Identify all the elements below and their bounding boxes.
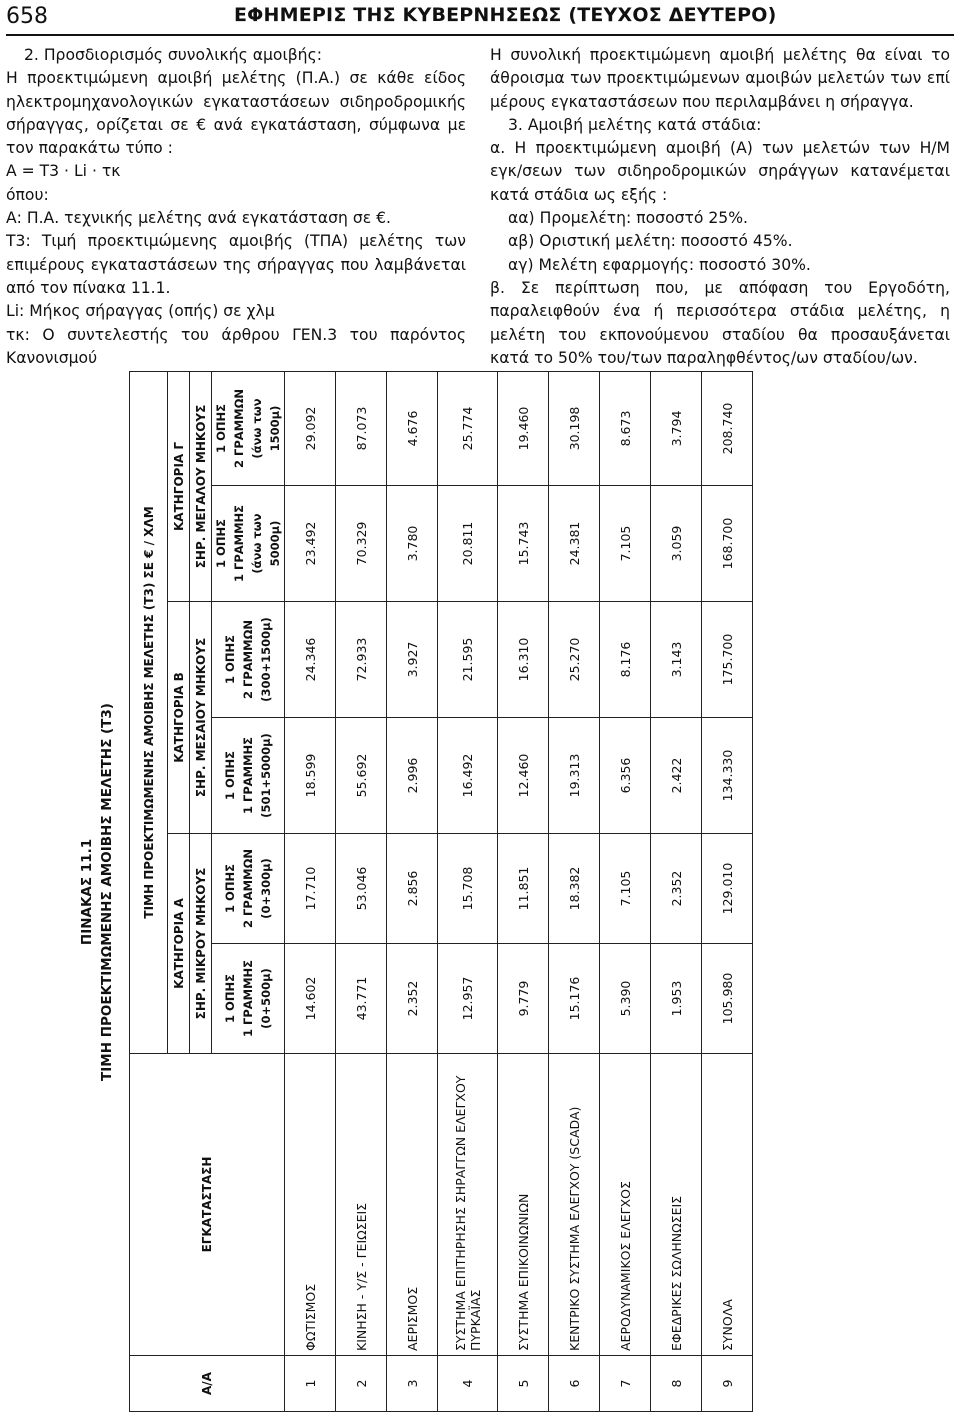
table-row: [336, 371, 387, 1411]
installation-name: ΑΕΡΙΣΜΟΣ: [387, 1054, 438, 1356]
paragraph: Τ3: Τιμή προεκτιμώμενης αμοιβής (ΤΠΑ) μελέτης των επιμέρους εγκαταστάσεων της σήραγγας που λαμβάνεται από τον πίνακα 11.1.: [6, 232, 466, 297]
table-number: ΠΙΝΑΚΑΣ 11.1: [79, 838, 95, 946]
price-cell: 129.010: [702, 834, 753, 944]
header-rule: [6, 34, 954, 36]
price-cell: 2.352: [651, 834, 702, 944]
price-cell: 16.310: [498, 602, 549, 718]
table-row: [498, 371, 549, 1411]
table-row: [600, 371, 651, 1411]
installation-name: ΚΕΝΤΡΙΚΟ ΣΥΣΤΗΜΑ ΕΛΕΓΧΟΥ (SCADA): [549, 1054, 600, 1356]
price-cell: 9.779: [498, 944, 549, 1054]
list-item: αα) Προμελέτη: ποσοστό 25%.: [508, 209, 748, 228]
paragraph: Α: Π.Α. τεχνικής μελέτης ανά εγκατάσταση σε €.: [6, 209, 391, 228]
table-title: ΤΙΜΗ ΠΡΟΕΚΤΙΜΩΜΕΝΗΣ ΑΜΟΙΒΗΣ ΜΕΛΕΤΗΣ (Τ3): [99, 703, 115, 1081]
row-number: 1: [285, 1356, 336, 1412]
price-cell: 15.708: [438, 834, 498, 944]
price-cell: 3.927: [387, 602, 438, 718]
price-cell: 23.492: [285, 486, 336, 602]
price-cell: 2.422: [651, 718, 702, 834]
price-cell: 19.460: [498, 371, 549, 485]
installation-name: ΚΙΝΗΣΗ - Υ/Σ - ΓΕΙΩΣΕΙΣ: [336, 1054, 387, 1356]
price-cell: 53.046: [336, 834, 387, 944]
col-header-price: ΤΙΜΗ ΠΡΟΕΚΤΙΜΩΜΕΝΗΣ ΑΜΟΙΒΗΣ ΜΕΛΕΤΗΣ (Τ3) ΣΕ € / ΧΛΜ: [130, 371, 168, 1053]
row-number: 8: [651, 1356, 702, 1412]
price-cell: 134.330: [702, 718, 753, 834]
col-header-aa: Α/Α: [130, 1356, 285, 1412]
category-b: ΚΑΤΗΓΟΡΙΑ Β: [168, 602, 190, 834]
price-cell: 6.356: [600, 718, 651, 834]
price-cell: 15.743: [498, 486, 549, 602]
price-cell: 4.676: [387, 371, 438, 485]
price-cell: 12.460: [498, 718, 549, 834]
section-heading: 3. Αμοιβή μελέτης κατά στάδια:: [508, 115, 762, 134]
subcol-header: 1 ΟΠΗΣ 2 ΓΡΑΜΜΩΝ (άνω των 1500μ): [212, 371, 285, 485]
paragraph: όπου:: [6, 185, 49, 204]
price-cell: 11.851: [498, 834, 549, 944]
row-number: 2: [336, 1356, 387, 1412]
row-number: 5: [498, 1356, 549, 1412]
price-cell: 55.692: [336, 718, 387, 834]
left-text-column: [6, 44, 466, 370]
page-number: 658: [6, 4, 48, 29]
price-cell: 16.492: [438, 718, 498, 834]
table-row: [438, 371, 498, 1411]
price-cell: 7.105: [600, 486, 651, 602]
installation-name: ΣΥΣΤΗΜΑ ΕΠΙΤΗΡΗΣΗΣ ΣΗΡΑΓΓΩΝ ΕΛΕΓΧΟΥ ΠΥΡΚΑΪΑΣ: [438, 1054, 498, 1356]
subcol-header: 1 ΟΠΗΣ 2 ΓΡΑΜΜΩΝ (300+1500μ): [212, 602, 285, 718]
table-row: [285, 371, 336, 1411]
price-cell: 105.980: [702, 944, 753, 1054]
installation-name: ΣΥΣΤΗΜΑ ΕΠΙΚΟΙΝΩΝΙΩΝ: [498, 1054, 549, 1356]
table-caption: [69, 372, 129, 1412]
price-cell: 21.595: [438, 602, 498, 718]
price-cell: 2.856: [387, 834, 438, 944]
price-cell: 18.599: [285, 718, 336, 834]
price-cell: 25.774: [438, 371, 498, 485]
row-number: 6: [549, 1356, 600, 1412]
price-cell: 30.198: [549, 371, 600, 485]
category-g-desc: ΣΗΡ. ΜΕΓΑΛΟΥ ΜΗΚΟΥΣ: [190, 371, 212, 601]
price-cell: 168.700: [702, 486, 753, 602]
price-cell: 3.780: [387, 486, 438, 602]
price-cell: 2.352: [387, 944, 438, 1054]
price-cell: 1.953: [651, 944, 702, 1054]
price-cell: 87.073: [336, 371, 387, 485]
list-item: αβ) Οριστική μελέτη: ποσοστό 45%.: [508, 232, 793, 251]
price-cell: 18.382: [549, 834, 600, 944]
price-cell: 12.957: [438, 944, 498, 1054]
gazette-title: ΕΦΗΜΕΡΙΣ ΤΗΣ ΚΥΒΕΡΝΗΣΕΩΣ (ΤΕΥΧΟΣ ΔΕΥΤΕΡΟ): [234, 4, 777, 26]
subcol-header: 1 ΟΠΗΣ 2 ΓΡΑΜΜΩΝ (0+300μ): [212, 834, 285, 944]
row-number: 3: [387, 1356, 438, 1412]
category-b-desc: ΣΗΡ. ΜΕΣΑΙΟΥ ΜΗΚΟΥΣ: [190, 602, 212, 834]
col-header-installation: ΕΓΚΑΤΑΣΤΑΣΗ: [130, 1054, 285, 1356]
page-header: [6, 0, 954, 36]
paragraph: β. Σε περίπτωση που, με απόφαση του Εργοδότη, παραλειφθούν ένα ή περισσότερα στάδια μελέτης, η μελέτη του εκπονούμενου σταδίου θα προσαυξάνεται κατά το 50% του/των παραληφθέντος/ων σταδίου/ων.: [490, 278, 950, 367]
paragraph: 2. Προσδιορισμός συνολικής αμοιβής:: [24, 46, 322, 64]
paragraph: τκ: Ο συντελεστής του άρθρου ΓΕΝ.3 του παρόντος Κανονισμού: [6, 325, 466, 367]
subcol-header: 1 ΟΠΗΣ 1 ΓΡΑΜΜΗΣ (άνω των 5000μ): [212, 486, 285, 602]
table-row: [651, 371, 702, 1411]
formula: Α = Τ3 · Li · τκ: [6, 162, 121, 181]
price-cell: 25.270: [549, 602, 600, 718]
category-a: ΚΑΤΗΓΟΡΙΑ Α: [168, 834, 190, 1054]
category-g: ΚΑΤΗΓΟΡΙΑ Γ: [168, 371, 190, 601]
price-cell: 3.059: [651, 486, 702, 602]
fee-table: [129, 371, 753, 1412]
installation-name: ΕΦΕΔΡΙΚΕΣ ΣΩΛΗΝΩΣΕΙΣ: [651, 1054, 702, 1356]
price-cell: 70.329: [336, 486, 387, 602]
paragraph: Η συνολική προεκτιμώμενη αμοιβή μελέτης θα είναι το άθροισμα των προεκτιμώμενων αμοιβών μελετών των επί μέρους εγκαταστάσεων που περιλαμβάνει η σήραγγα.: [490, 46, 950, 111]
category-a-desc: ΣΗΡ. ΜΙΚΡΟΥ ΜΗΚΟΥΣ: [190, 834, 212, 1054]
price-cell: 8.176: [600, 602, 651, 718]
price-cell: 19.313: [549, 718, 600, 834]
paragraph: Η προεκτιμώμενη αμοιβή μελέτης (Π.Α.) σε κάθε είδος ηλεκτρομηχανολογικών εγκαταστάσεων σιδηροδρομικής σήραγγας, ορίζεται σε € ανά εγκατάσταση, σύμφωνα με τον παρακάτω τύπο :: [6, 69, 466, 158]
price-cell: 175.700: [702, 602, 753, 718]
price-cell: 7.105: [600, 834, 651, 944]
row-number: 4: [438, 1356, 498, 1412]
price-cell: 8.673: [600, 371, 651, 485]
price-cell: 2.996: [387, 718, 438, 834]
price-cell: 24.346: [285, 602, 336, 718]
price-cell: 43.771: [336, 944, 387, 1054]
price-cell: 72.933: [336, 602, 387, 718]
list-item: αγ) Μελέτη εφαρμογής: ποσοστό 30%.: [508, 255, 811, 274]
table-row: [387, 371, 438, 1411]
paragraph: α. Η προεκτιμώμενη αμοιβή (Α) των μελετών των Η/Μ εγκ/σεων των σιδηροδρομικών σηράγγων κατανέμεται κατά στάδια ως εξής :: [490, 139, 950, 204]
installation-name: ΑΕΡΟΔΥΝΑΜΙΚΟΣ ΕΛΕΓΧΟΣ: [600, 1054, 651, 1356]
price-cell: 24.381: [549, 486, 600, 602]
price-cell: 3.794: [651, 371, 702, 485]
installation-name: ΦΩΤΙΣΜΟΣ: [285, 1054, 336, 1356]
row-number: 9: [702, 1356, 753, 1412]
table-body: [285, 371, 753, 1411]
price-cell: 17.710: [285, 834, 336, 944]
price-cell: 3.143: [651, 602, 702, 718]
price-cell: 29.092: [285, 371, 336, 485]
price-cell: 5.390: [600, 944, 651, 1054]
row-number: 7: [600, 1356, 651, 1412]
price-cell: 20.811: [438, 486, 498, 602]
price-cell: 14.602: [285, 944, 336, 1054]
price-cell: 15.176: [549, 944, 600, 1054]
right-text-column: [490, 44, 950, 370]
paragraph: Li: Μήκος σήραγγας (οπής) σε χλμ: [6, 302, 275, 321]
subcol-header: 1 ΟΠΗΣ 1 ΓΡΑΜΜΗΣ (501+5000μ): [212, 718, 285, 834]
rotated-table-block: [69, 372, 735, 1412]
price-cell: 208.740: [702, 371, 753, 485]
table-row: [702, 371, 753, 1411]
subcol-header: 1 ΟΠΗΣ 1 ΓΡΑΜΜΗΣ (0+500μ): [212, 944, 285, 1054]
table-row: [549, 371, 600, 1411]
installation-name: ΣΥΝΟΛΑ: [702, 1054, 753, 1356]
